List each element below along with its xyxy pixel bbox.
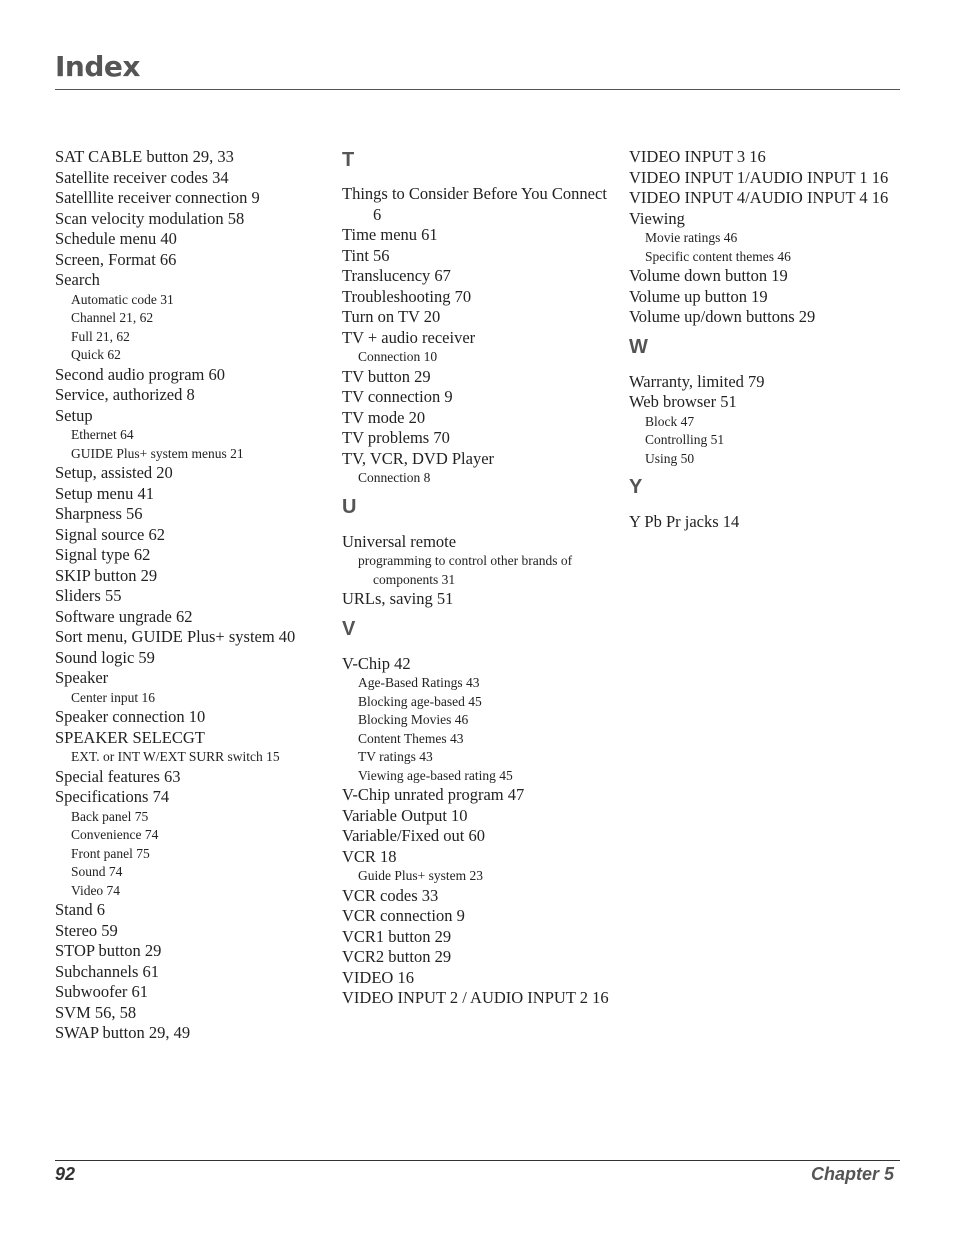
index-entry: Time menu 61: [342, 225, 438, 244]
index-entry: Signal source 62: [55, 524, 165, 544]
index-entry: Volume down button 19: [629, 266, 788, 285]
section-letter: W: [629, 335, 648, 358]
index-entry: V-Chip unrated program 47: [342, 785, 525, 804]
index-subentry: GUIDE Plus+ system menus 21: [71, 445, 244, 461]
index-entry: Second audio program 60: [55, 364, 226, 384]
page-number: 92: [55, 1164, 76, 1184]
section-letter: V: [342, 617, 356, 640]
index-entry: Setup: [55, 405, 93, 425]
index-entry: VIDEO INPUT 2 / AUDIO INPUT 2 16: [342, 988, 609, 1007]
index-entry: Sound logic 59: [55, 647, 155, 667]
index-subentry: Convenience 74: [71, 827, 159, 842]
index-subentry: programming to control other brands of components 31: [358, 553, 573, 587]
index-entry: SWAP button 29, 49: [55, 1023, 191, 1042]
index-entry: Software ungrade 62: [55, 606, 193, 626]
index-column-3: [629, 147, 894, 533]
index-subentry: Viewing age-based rating 45: [358, 767, 513, 783]
index-subentry: Guide Plus+ system 23: [358, 868, 483, 883]
index-subentry: Using 50: [645, 450, 695, 466]
index-column-1: [55, 147, 330, 1044]
index-entry: Sliders 55: [55, 586, 122, 605]
index-entry: VIDEO INPUT 1/AUDIO INPUT 1 16: [629, 167, 889, 187]
index-entry: VCR 18: [342, 846, 397, 866]
index-entry: Setup, assisted 20: [55, 463, 173, 482]
index-entry: Satellite receiver codes 34: [55, 167, 229, 187]
index-entry: TV mode 20: [342, 407, 426, 427]
index-entry: Setup menu 41: [55, 483, 154, 503]
index-entry: Stereo 59: [55, 920, 118, 940]
index-entry: Variable Output 10: [342, 805, 468, 825]
index-entry: TV button 29: [342, 366, 431, 386]
index-subentry: Controlling 51: [645, 432, 725, 447]
index-subentry: Automatic code 31: [71, 291, 174, 307]
index-entry: VIDEO INPUT 4/AUDIO INPUT 4 16: [629, 188, 889, 207]
index-entry: Volume up button 19: [629, 286, 768, 306]
index-entry: Sharpness 56: [55, 504, 143, 523]
index-subentry: EXT. or INT W/EXT SURR switch 15: [71, 749, 280, 764]
index-entry: Subchannels 61: [55, 961, 160, 981]
index-subentry: Back panel 75: [71, 808, 149, 824]
index-entry: Stand 6: [55, 900, 105, 919]
index-subentry: TV ratings 43: [358, 749, 433, 764]
index-subentry: Ethernet 64: [71, 427, 134, 442]
index-entry: VCR connection 9: [342, 906, 465, 925]
index-entry: VIDEO INPUT 3 16: [629, 147, 766, 166]
index-entry: Sort menu, GUIDE Plus+ system 40: [55, 627, 296, 646]
index-entry: Speaker: [55, 668, 109, 687]
index-entry: VIDEO 16: [342, 967, 414, 987]
section-gap: [629, 328, 894, 336]
index-entry: SPEAKER SELECGT: [55, 727, 205, 747]
index-entry: TV connection 9: [342, 387, 453, 406]
index-entry: Warranty, limited 79: [629, 371, 765, 391]
index-entry: Signal type 62: [55, 545, 151, 564]
index-entry: Web browser 51: [629, 392, 737, 411]
index-entry: Satelllite receiver connection 9: [55, 188, 260, 207]
index-entry: Search: [55, 270, 100, 289]
index-entry: Schedule menu 40: [55, 229, 177, 248]
index-entry: TV, VCR, DVD Player: [342, 448, 495, 468]
section-letter: T: [342, 149, 355, 171]
index-entry: Scan velocity modulation 58: [55, 208, 245, 228]
index-subentry: Full 21, 62: [71, 328, 130, 344]
index-entry: SAT CABLE button 29, 33: [55, 147, 234, 166]
index-entry: Subwoofer 61: [55, 982, 149, 1001]
index-subentry: Center input 16: [71, 689, 155, 705]
section-gap: [342, 488, 617, 496]
index-subentry: Connection 10: [358, 349, 438, 364]
index-entry: Service, authorized 8: [55, 385, 195, 404]
index-entry: STOP button 29: [55, 941, 162, 960]
index-entry: TV problems 70: [342, 428, 450, 447]
index-entry: Specifications 74: [55, 787, 170, 806]
index-entry: TV + audio receiver: [342, 327, 476, 347]
index-entry: Viewing: [629, 208, 685, 228]
index-subentry: Quick 62: [71, 347, 121, 362]
index-entry: Speaker connection 10: [55, 707, 206, 726]
index-entry: Screen, Format 66: [55, 249, 177, 269]
page-title: Index: [55, 50, 140, 83]
index-entry: SVM 56, 58: [55, 1002, 137, 1022]
index-entry: Variable/Fixed out 60: [342, 826, 485, 845]
footer-rule: [55, 1160, 900, 1161]
index-entry: Tint 56: [342, 245, 390, 265]
index-entry: Special features 63: [55, 766, 181, 786]
index-entry: SKIP button 29: [55, 565, 158, 585]
index-entry: Y Pb Pr jacks 14: [629, 512, 740, 531]
index-subentry: Age-Based Ratings 43: [358, 675, 480, 690]
header-rule: [55, 89, 900, 90]
index-subentry: Front panel 75: [71, 845, 150, 861]
chapter-label: Chapter 5: [810, 1164, 894, 1184]
index-entry: VCR codes 33: [342, 885, 439, 905]
index-entry: VCR1 button 29: [342, 926, 452, 946]
section-gap: [629, 468, 894, 476]
index-subentry: Specific content themes 46: [645, 248, 791, 264]
index-subentry: Blocking age-based 45: [358, 693, 482, 709]
index-entry: Translucency 67: [342, 266, 451, 285]
index-subentry: Channel 21, 62: [71, 310, 154, 325]
index-column-2: [342, 147, 617, 1009]
index-entry: Things to Consider Before You Connect 6: [342, 184, 607, 224]
index-subentry: Movie ratings 46: [645, 230, 738, 245]
index-subentry: Block 47: [645, 413, 695, 429]
index-entry: VCR2 button 29: [342, 947, 452, 966]
index-entry: Universal remote: [342, 531, 457, 551]
section-letter: U: [342, 495, 357, 518]
index-subentry: Connection 8: [358, 470, 431, 485]
index-entry: URLs, saving 51: [342, 589, 454, 608]
section-letter: Y: [629, 476, 643, 498]
index-subentry: Blocking Movies 46: [358, 712, 469, 727]
index-entry: Volume up/down buttons 29: [629, 307, 816, 326]
index-entry: Turn on TV 20: [342, 307, 441, 326]
index-entry: V-Chip 42: [342, 653, 411, 673]
index-subentry: Sound 74: [71, 864, 123, 879]
index-subentry: Video 74: [71, 882, 121, 898]
index-subentry: Content Themes 43: [358, 730, 464, 746]
index-entry: Troubleshooting 70: [342, 286, 472, 306]
section-gap: [342, 610, 617, 618]
